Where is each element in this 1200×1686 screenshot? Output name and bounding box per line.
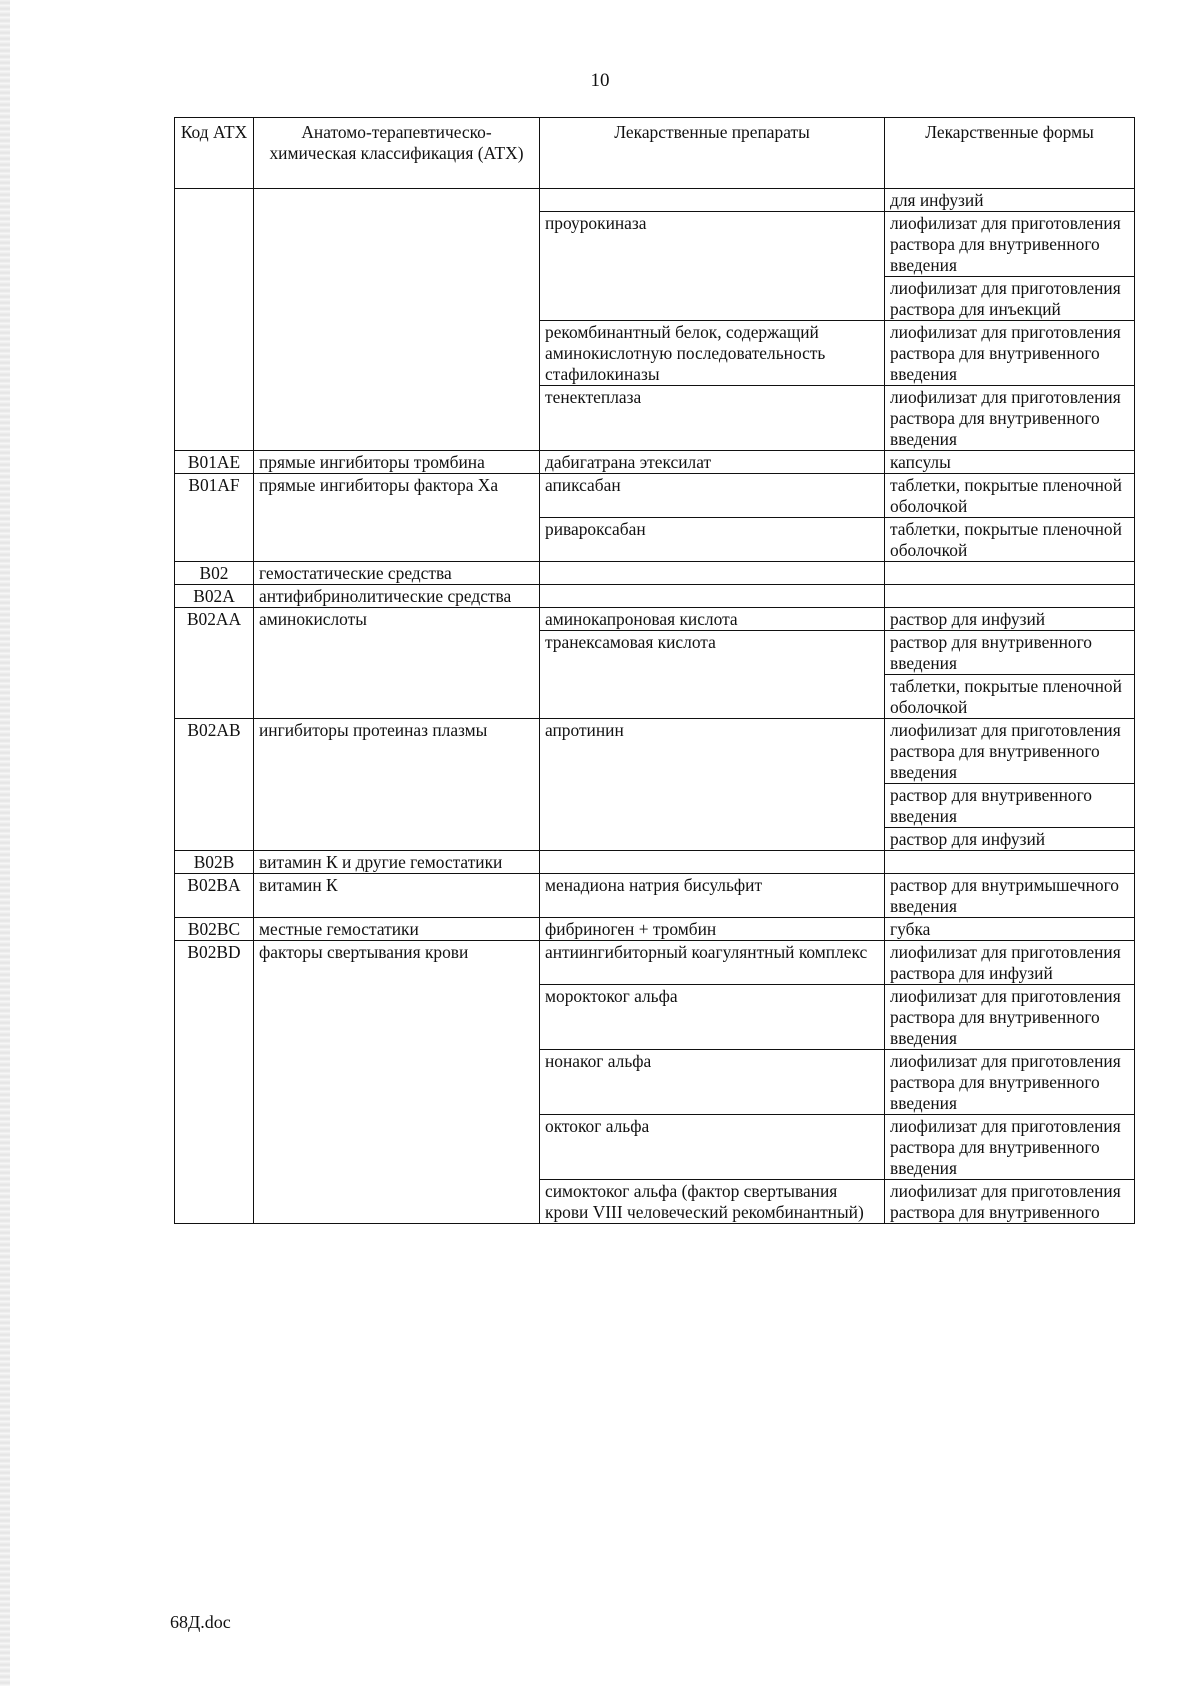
dosage-form-cell: губка	[885, 918, 1135, 941]
table-header-row	[175, 118, 1135, 189]
footer-filename: 68Д.doc	[170, 1612, 231, 1632]
dosage-form-cell: лиофилизат для приготовления раствора для инфузий	[885, 941, 1135, 985]
atx-classification-cell	[254, 189, 540, 451]
dosage-form-cell	[885, 851, 1135, 874]
drug-name-cell: менадиона натрия бисульфит	[540, 874, 885, 918]
dosage-form-cell: лиофилизат для приготовления раствора для внутривенного	[885, 1180, 1135, 1224]
drug-name-cell: фибриноген + тромбин	[540, 918, 885, 941]
dosage-form-cell: лиофилизат для приготовления раствора для внутривенного введения	[885, 386, 1135, 451]
dosage-form-cell: раствор для внутривенного введения	[885, 631, 1135, 675]
atx-code-cell: B02BC	[175, 918, 254, 941]
dosage-form-cell: лиофилизат для приготовления раствора для внутривенного введения	[885, 1050, 1135, 1115]
dosage-form-cell: таблетки, покрытые пленочной оболочкой	[885, 474, 1135, 518]
table-row	[175, 189, 1135, 212]
drug-name-cell	[540, 585, 885, 608]
drug-name-cell: октоког альфа	[540, 1115, 885, 1180]
drug-name-cell: нонаког альфа	[540, 1050, 885, 1115]
drug-name-cell: тенектеплаза	[540, 386, 885, 451]
table-row	[175, 474, 1135, 518]
atx-classification-cell: прямые ингибиторы тромбина	[254, 451, 540, 474]
dosage-form-cell: таблетки, покрытые пленочной оболочкой	[885, 518, 1135, 562]
dosage-form-cell: лиофилизат для приготовления раствора для инъекций	[885, 277, 1135, 321]
atx-table	[174, 117, 1135, 1224]
atx-code-cell: B02A	[175, 585, 254, 608]
dosage-form-cell	[885, 562, 1135, 585]
atx-classification-cell: антифибринолитические средства	[254, 585, 540, 608]
atx-code-cell: B02BA	[175, 874, 254, 918]
drug-name-cell: ривароксабан	[540, 518, 885, 562]
table-row	[175, 608, 1135, 631]
drug-name-cell: мороктоког альфа	[540, 985, 885, 1050]
dosage-form-cell: лиофилизат для приготовления раствора для внутривенного введения	[885, 1115, 1135, 1180]
atx-classification-cell: гемостатические средства	[254, 562, 540, 585]
atx-code-cell: B02B	[175, 851, 254, 874]
header-drugs: Лекарственные препараты	[540, 118, 885, 189]
table-row	[175, 562, 1135, 585]
dosage-form-cell: раствор для внутривенного введения	[885, 784, 1135, 828]
table-row	[175, 941, 1135, 985]
dosage-form-cell: лиофилизат для приготовления раствора для внутривенного введения	[885, 719, 1135, 784]
dosage-form-cell: для инфузий	[885, 189, 1135, 212]
atx-classification-cell: витамин К и другие гемостатики	[254, 851, 540, 874]
header-classification: Анатомо-терапевтическо-химическая классификация (АТХ)	[254, 118, 540, 189]
atx-code-cell: B02AA	[175, 608, 254, 719]
atx-classification-cell: факторы свертывания крови	[254, 941, 540, 1224]
dosage-form-cell	[885, 585, 1135, 608]
atx-classification-cell: прямые ингибиторы фактора Xa	[254, 474, 540, 562]
drug-name-cell: рекомбинантный белок, содержащий аминокислотную последовательность стафилокиназы	[540, 321, 885, 386]
dosage-form-cell: таблетки, покрытые пленочной оболочкой	[885, 675, 1135, 719]
atx-code-cell: B02AB	[175, 719, 254, 851]
drug-name-cell: симоктоког альфа (фактор свертывания крови VIII человеческий рекомбинантный)	[540, 1180, 885, 1224]
table-row	[175, 451, 1135, 474]
dosage-form-cell: лиофилизат для приготовления раствора для внутривенного введения	[885, 212, 1135, 277]
atx-classification-cell: витамин К	[254, 874, 540, 918]
drug-name-cell	[540, 851, 885, 874]
dosage-form-cell: капсулы	[885, 451, 1135, 474]
table-row	[175, 918, 1135, 941]
dosage-form-cell: раствор для инфузий	[885, 828, 1135, 851]
drug-name-cell	[540, 189, 885, 212]
page-number: 10	[590, 70, 610, 91]
scan-edge	[0, 0, 10, 1686]
table-row	[175, 874, 1135, 918]
atx-code-cell	[175, 189, 254, 451]
table-row	[175, 719, 1135, 784]
drug-name-cell: дабигатрана этексилат	[540, 451, 885, 474]
drug-name-cell: апротинин	[540, 719, 885, 851]
dosage-form-cell: раствор для внутримышечного введения	[885, 874, 1135, 918]
atx-classification-cell: местные гемостатики	[254, 918, 540, 941]
drug-name-cell: проурокиназа	[540, 212, 885, 321]
dosage-form-cell: лиофилизат для приготовления раствора для внутривенного введения	[885, 985, 1135, 1050]
table-row	[175, 851, 1135, 874]
drug-name-cell: транексамовая кислота	[540, 631, 885, 719]
drug-name-cell	[540, 562, 885, 585]
drug-name-cell: апиксабан	[540, 474, 885, 518]
atx-classification-cell: ингибиторы протеиназ плазмы	[254, 719, 540, 851]
atx-classification-cell: аминокислоты	[254, 608, 540, 719]
header-forms: Лекарственные формы	[885, 118, 1135, 189]
atx-code-cell: B01AF	[175, 474, 254, 562]
table-body	[175, 189, 1135, 1224]
atx-code-cell: B02BD	[175, 941, 254, 1224]
atx-code-cell: B02	[175, 562, 254, 585]
drug-name-cell: аминокапроновая кислота	[540, 608, 885, 631]
table-row	[175, 585, 1135, 608]
atx-code-cell: B01AE	[175, 451, 254, 474]
drug-name-cell: антиингибиторный коагулянтный комплекс	[540, 941, 885, 985]
header-code: Код АТХ	[175, 118, 254, 189]
dosage-form-cell: раствор для инфузий	[885, 608, 1135, 631]
dosage-form-cell: лиофилизат для приготовления раствора для внутривенного введения	[885, 321, 1135, 386]
